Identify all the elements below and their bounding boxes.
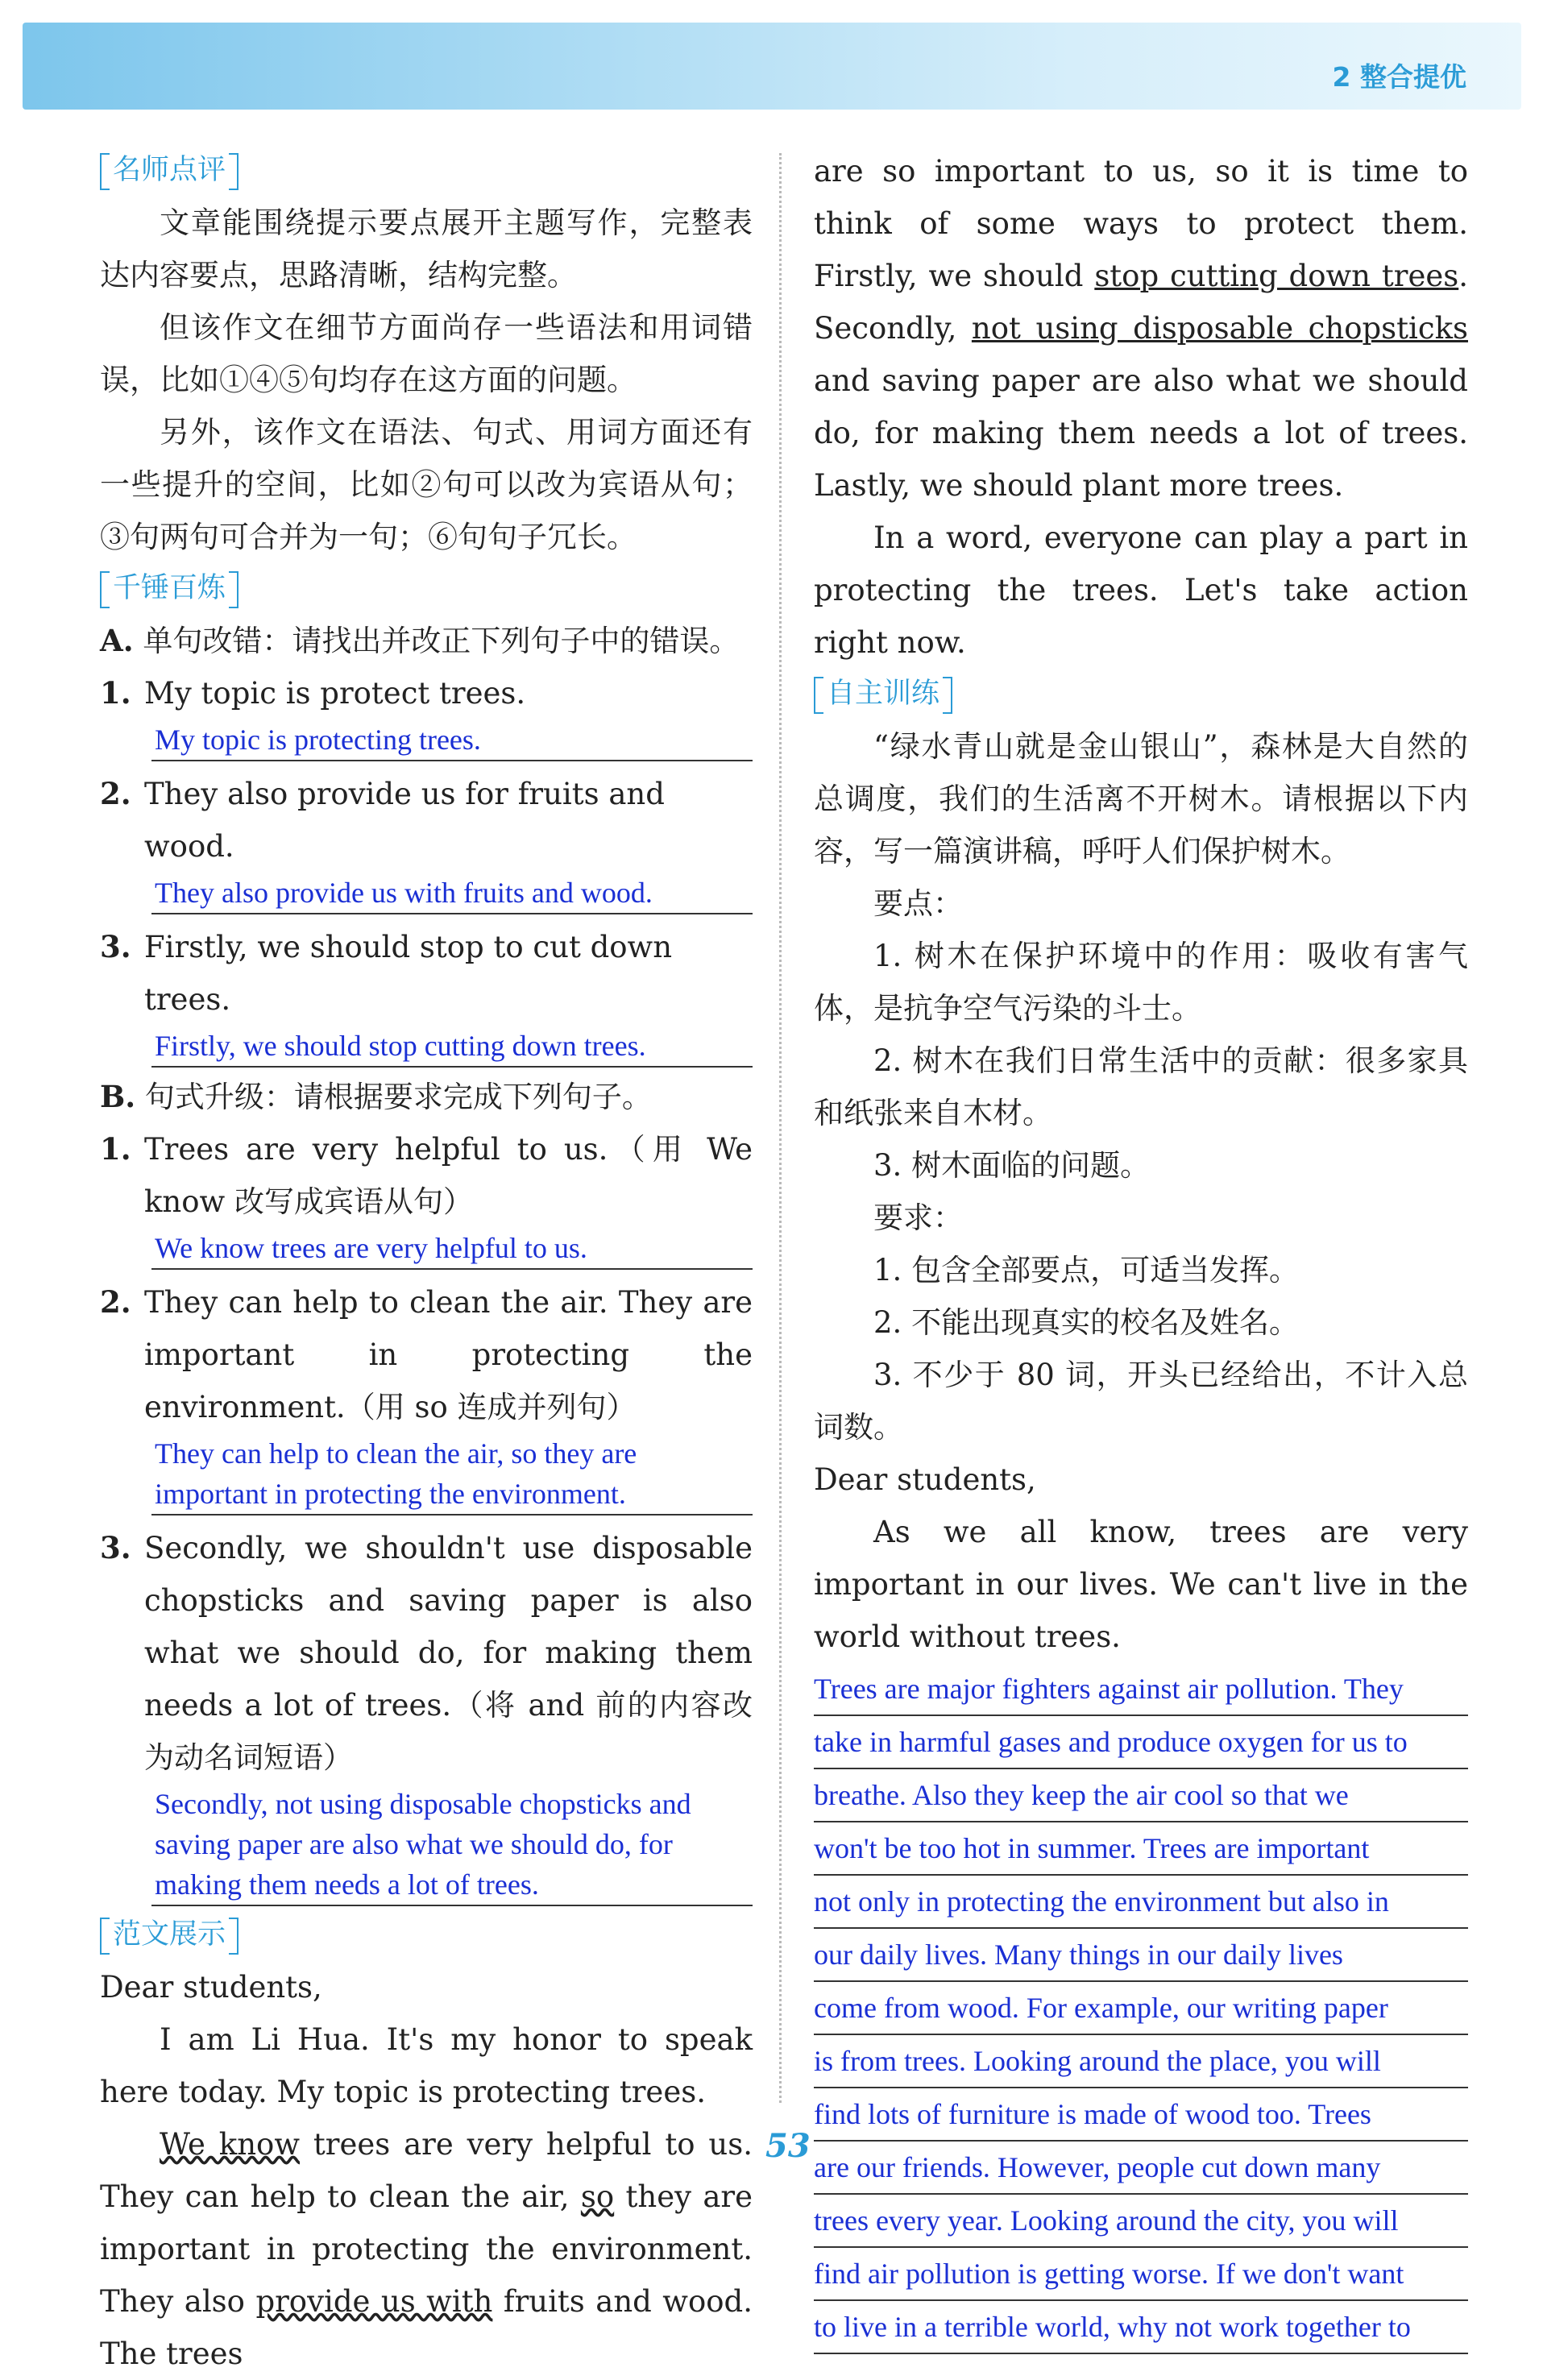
task-intro: “绿水青山就是金山银山”，森林是大自然的总调度，我们的生活离不开树木。请根据以下内容，写一篇演讲稿，呼吁人们保护树木。 (814, 729, 1468, 869)
point-item: 3. 树木面临的问题。 (873, 1148, 1151, 1183)
part-a-instruction: A. 单句改错：请找出并改正下列句子中的错误。 (100, 623, 740, 658)
requirements-label: 要求： (873, 1200, 963, 1235)
model-paragraph: are so important to us, so it is time to think of some ways to protect them. Firstly, we should stop cutting down trees. Secondly, not using disposable chopsticks and saving paper are also what we should do, for making them needs a lot of trees. Lastly, we should plant more trees. (814, 154, 1468, 503)
requirement-item: 2. 不能出现真实的校名及姓名。 (873, 1305, 1300, 1340)
exercise-item: 1. Trees are very helpful to us.（用 We know 改写成宾语从句） (100, 1131, 753, 1219)
answer-line: They also provide us with fruits and wood. (151, 873, 753, 914)
answer-line: take in harmful gases and produce oxygen for us to (814, 1716, 1468, 1769)
header-banner (23, 23, 1521, 110)
model-paragraph: In a word, everyone can play a part in protecting the trees. Let's take action right now. (814, 520, 1468, 660)
essay-answer (814, 1663, 1468, 2354)
left-column (100, 145, 753, 2380)
exercise-item: 2. They also provide us for fruits and wood. (100, 776, 665, 864)
exercise-item: 3. Secondly, we shouldn't use disposable chopsticks and saving paper is also what we should do, for making them needs a lot of trees.（将 and 前的内容改为动名词短语） (100, 1530, 753, 1775)
answer-line: are our friends. However, people cut down many (814, 2142, 1468, 2195)
exercise-item: 1. My topic is protect trees. (100, 675, 526, 711)
essay-opening: As we all know, trees are very important in our lives. We can't live in the world without trees. (814, 1515, 1468, 1654)
answer-line: Trees are major fighters against air pollution. They (814, 1663, 1468, 1716)
section-title: 2 整合提优 (1332, 61, 1466, 93)
exercise-item: 3. Firstly, we should stop to cut down trees. (100, 929, 673, 1017)
points-label: 要点： (873, 886, 963, 921)
answer-line: Secondly, not using disposable chopsticks and saving paper are also what we should do, for making them needs a lot of trees. (151, 1784, 753, 1906)
part-b-instruction: B. 句式升级：请根据要求完成下列句子。 (100, 1079, 652, 1114)
model-greeting: Dear students, (100, 1970, 322, 2005)
exercise-item: 2. They can help to clean the air. They are important in protecting the environment.（用 so 连成并列句） (100, 1284, 753, 1424)
answer-line: not only in protecting the environment but also in (814, 1876, 1468, 1929)
answer-line: find lots of furniture is made of wood too. Trees (814, 2088, 1468, 2142)
answer-line: We know trees are very helpful to us. (151, 1228, 753, 1270)
model-essay-heading: 范文展示 (100, 1913, 239, 1956)
page-number: 53 (765, 2127, 811, 2165)
model-paragraph: I am Li Hua. It's my honor to speak here today. My topic is protecting trees. (100, 2022, 753, 2109)
review-paragraph: 但该作文在细节方面尚存一些语法和用词错误，比如①④⑤句均存在这方面的问题。 (100, 310, 753, 397)
review-paragraph: 另外，该作文在语法、句式、用词方面还有一些提升的空间，比如②句可以改为宾语从句；③句两句可合并为一句；⑥句句子冗长。 (100, 415, 753, 554)
column-divider (779, 153, 782, 2103)
answer-line: to live in a terrible world, why not work together to (814, 2301, 1468, 2354)
answer-line: breathe. Also they keep the air cool so that we (814, 1769, 1468, 1822)
requirement-item: 1. 包含全部要点，可适当发挥。 (873, 1253, 1300, 1287)
right-column (814, 145, 1468, 2354)
answer-line: trees every year. Looking around the city, you will (814, 2195, 1468, 2248)
answer-line: Firstly, we should stop cutting down trees. (151, 1026, 753, 1068)
answer-line: They can help to clean the air, so they are important in protecting the environment. (151, 1433, 753, 1515)
answer-line: come from wood. For example, our writing paper (814, 1982, 1468, 2035)
point-item: 2. 树木在我们日常生活中的贡献：很多家具和纸张来自木材。 (814, 1043, 1468, 1130)
essay-greeting: Dear students, (814, 1462, 1036, 1497)
answer-line: is from trees. Looking around the place, you will (814, 2035, 1468, 2088)
requirement-item: 3. 不少于 80 词，开头已经给出，不计入总词数。 (814, 1358, 1468, 1445)
answer-line: find air pollution is getting worse. If we don't want (814, 2248, 1468, 2301)
point-item: 1. 树木在保护环境中的作用：吸收有害气体，是抗争空气污染的斗士。 (814, 939, 1468, 1026)
answer-line: won't be too hot in summer. Trees are important (814, 1822, 1468, 1876)
model-paragraph: We know trees are very helpful to us. They can help to clean the air, so they are important in protecting the environment. They also provide us with fruits and wood. The trees (100, 2127, 753, 2371)
practice-heading: 千锤百炼 (100, 566, 239, 610)
self-practice-heading: 自主训练 (814, 672, 952, 715)
answer-line: My topic is protecting trees. (151, 719, 753, 761)
answer-line: our daily lives. Many things in our daily lives (814, 1929, 1468, 1982)
review-heading: 名师点评 (100, 148, 239, 192)
review-paragraph: 文章能围绕提示要点展开主题写作，完整表达内容要点，思路清晰，结构完整。 (100, 205, 753, 292)
